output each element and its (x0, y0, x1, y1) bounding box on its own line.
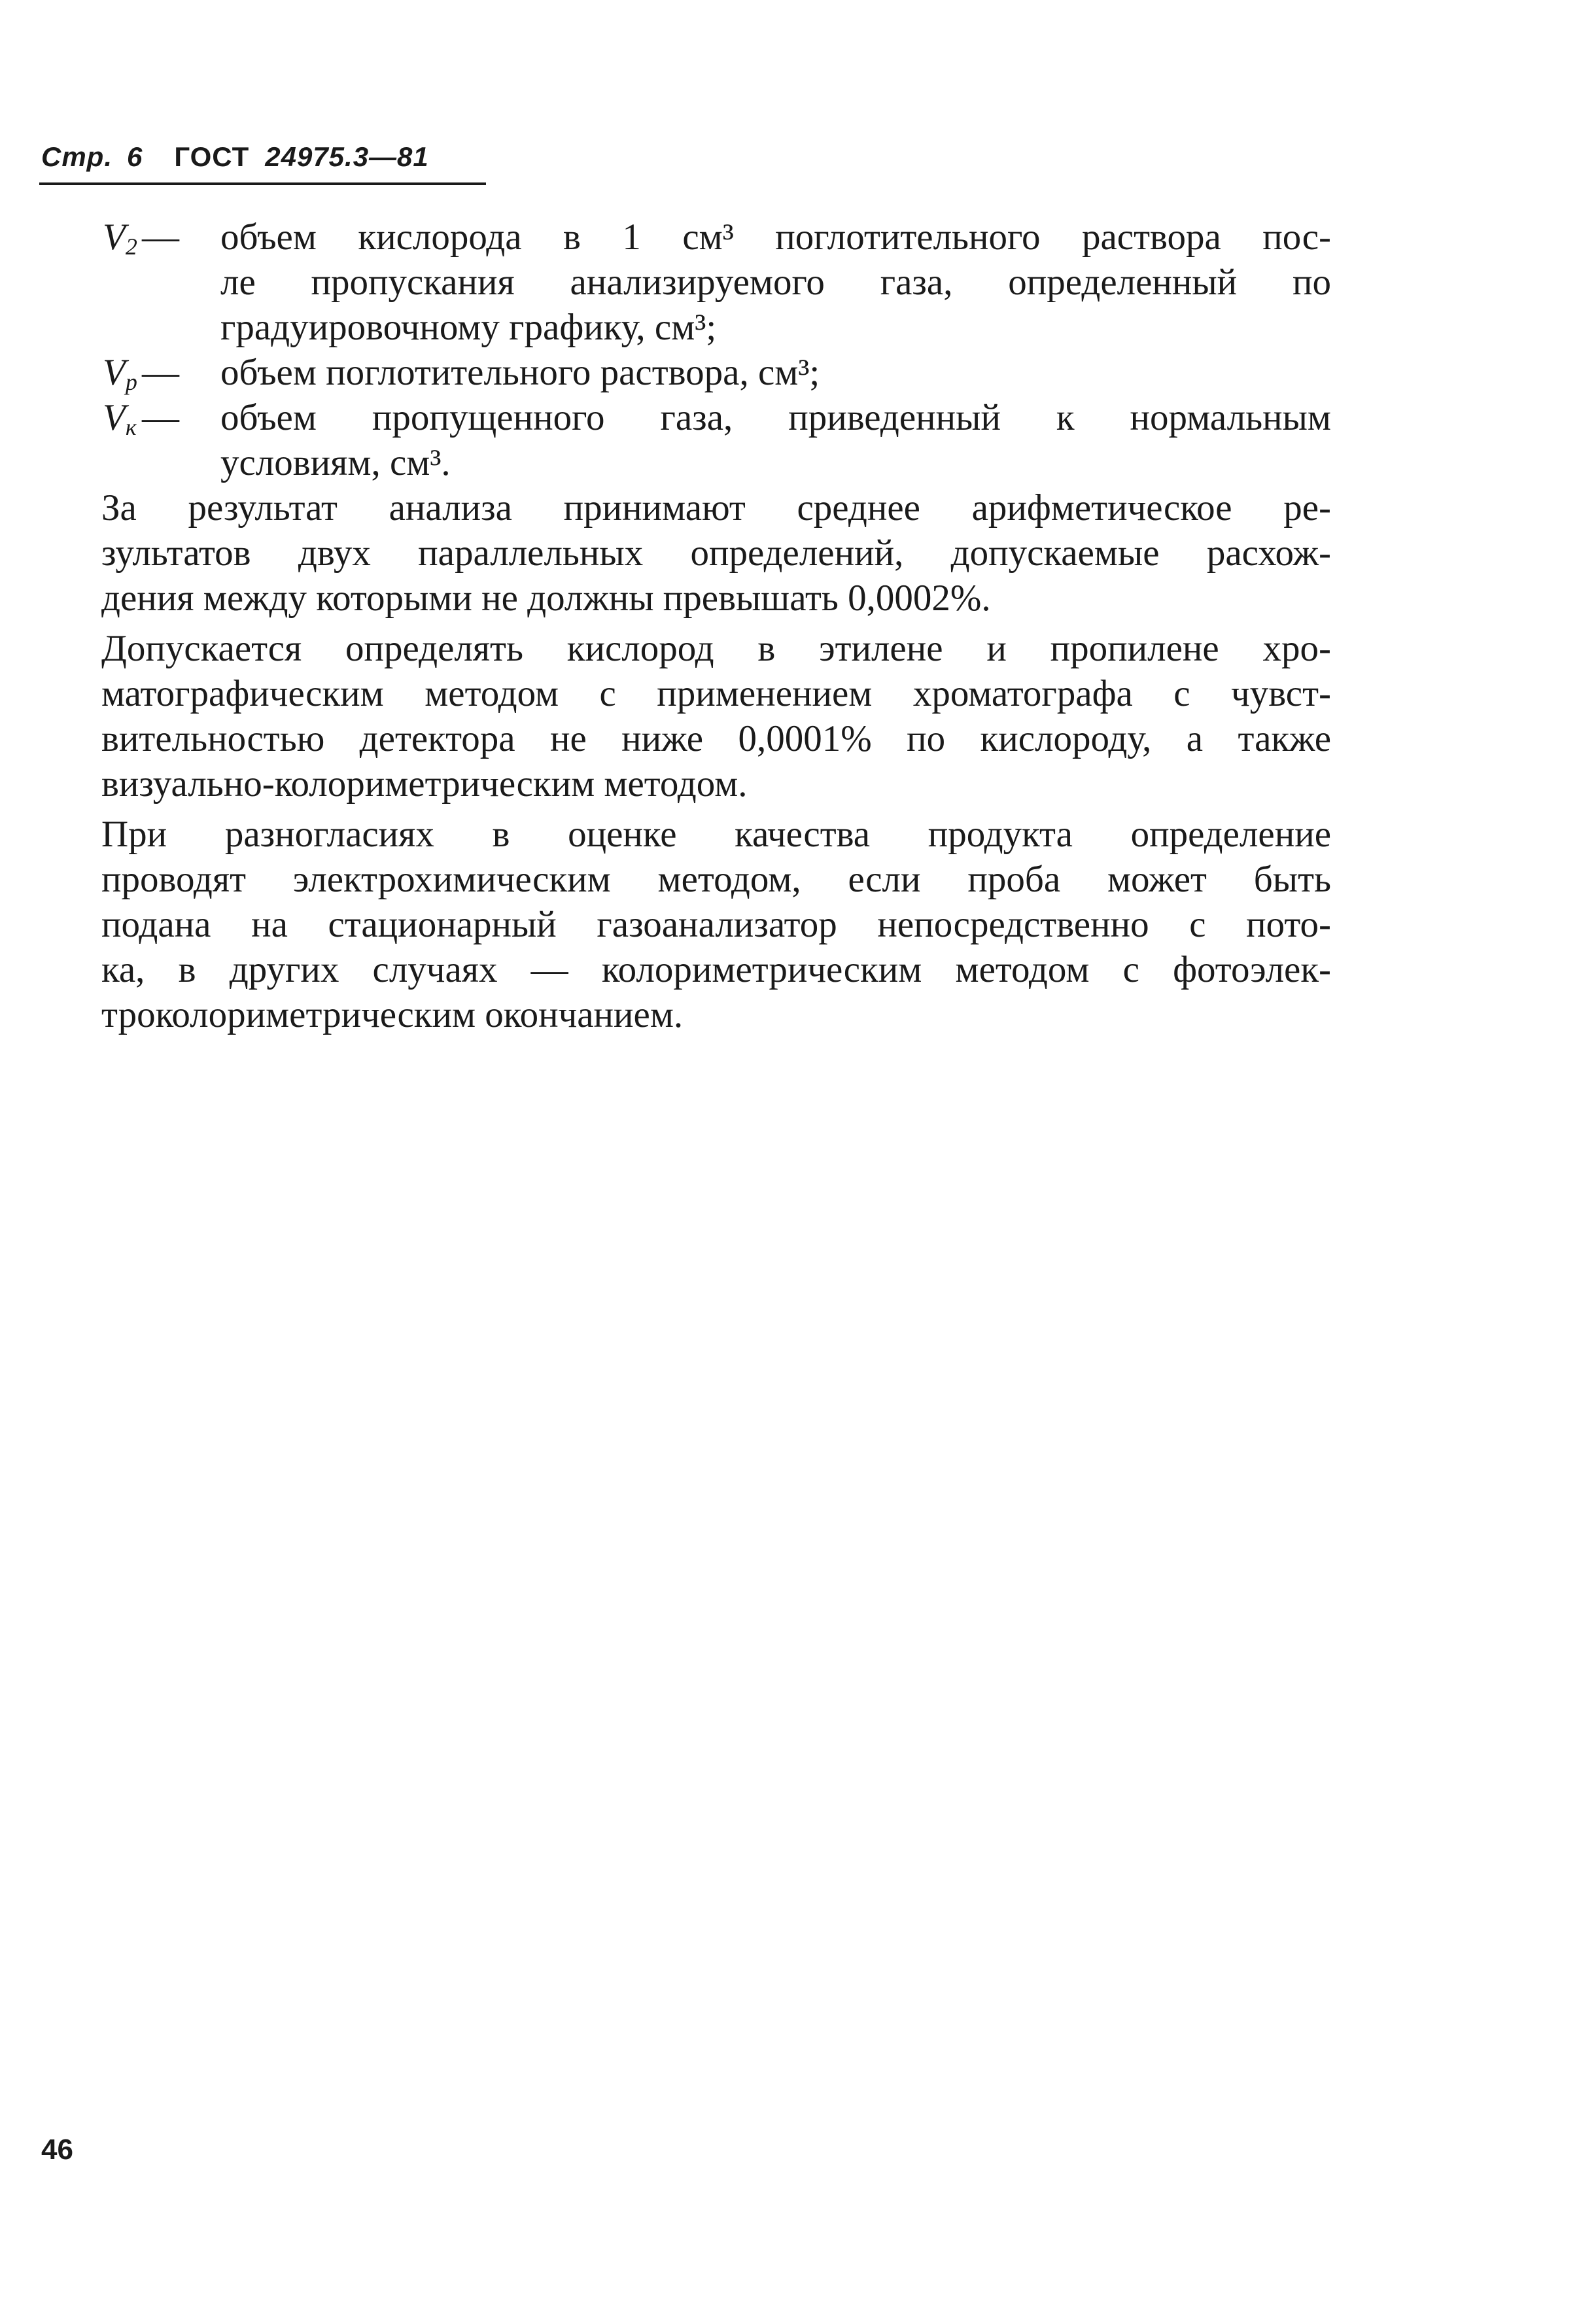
paragraph-line: проводят электрохимическим методом, если проба может быть (101, 859, 1331, 900)
paragraph-line: визуально-колориметрическим методом. (101, 763, 748, 804)
legend-line: объем кислорода в 1 см³ поглотительного раствора пос- (220, 216, 1331, 258)
paragraph-line: дения между которыми не должны превышать 0,0002%. (101, 578, 991, 619)
paragraph-line: зультатов двух параллельных определений, допускаемые расхож- (101, 532, 1331, 574)
paragraph-line: матографическим методом с применением хроматографа с чувст- (101, 673, 1331, 714)
legend-symbol: $V_2$ (103, 216, 137, 260)
paragraph-line: вительностью детектора не ниже 0,0001% по кислороду, а также (101, 718, 1331, 759)
legend-item-vp (101, 350, 1331, 395)
paragraph-result (101, 485, 1331, 621)
header-page-number: 6 (127, 141, 143, 172)
legend-line: условиям, см³. (220, 442, 451, 483)
paragraph-line: Допускается определять кислород в этилене и пропилене хро- (101, 628, 1331, 669)
paragraph-chromatography (101, 626, 1331, 806)
legend-dash: — (142, 397, 179, 438)
legend-dash: — (142, 352, 179, 393)
legend-symbol: $V_p$ (103, 352, 137, 395)
legend-item-v2 (101, 215, 1331, 350)
running-header (41, 137, 486, 177)
page-label: Стр. (41, 141, 113, 172)
paragraph-disputes (101, 812, 1331, 1037)
legend-symbol: $V_к$ (103, 397, 137, 440)
legend-line: градуировочному графику, см³; (220, 307, 717, 348)
standard-label: ГОСТ (174, 141, 250, 172)
paragraph-line: За результат анализа принимают среднее арифметическое ре- (101, 487, 1331, 528)
legend-dash: — (142, 216, 179, 258)
header-rule (39, 182, 486, 185)
document-body (101, 215, 1331, 1037)
paragraph-line: троколориметрическим окончанием. (101, 994, 684, 1035)
legend-line: объем поглотительного раствора, см³; (220, 352, 820, 393)
paragraph-line: ка, в других случаях — колориметрическим методом с фотоэлек- (101, 949, 1331, 990)
standard-number: 24975.3—81 (265, 141, 429, 172)
paragraph-line: При разногласиях в оценке качества продукта определение (101, 814, 1331, 855)
page-number: 46 (41, 2134, 73, 2166)
legend-item-vk (101, 395, 1331, 485)
legend-line: ле пропускания анализируемого газа, определенный по (220, 262, 1331, 303)
legend-line: объем пропущенного газа, приведенный к нормальным (220, 397, 1331, 438)
paragraph-line: подана на стационарный газоанализатор непосредственно с пото- (101, 904, 1331, 945)
